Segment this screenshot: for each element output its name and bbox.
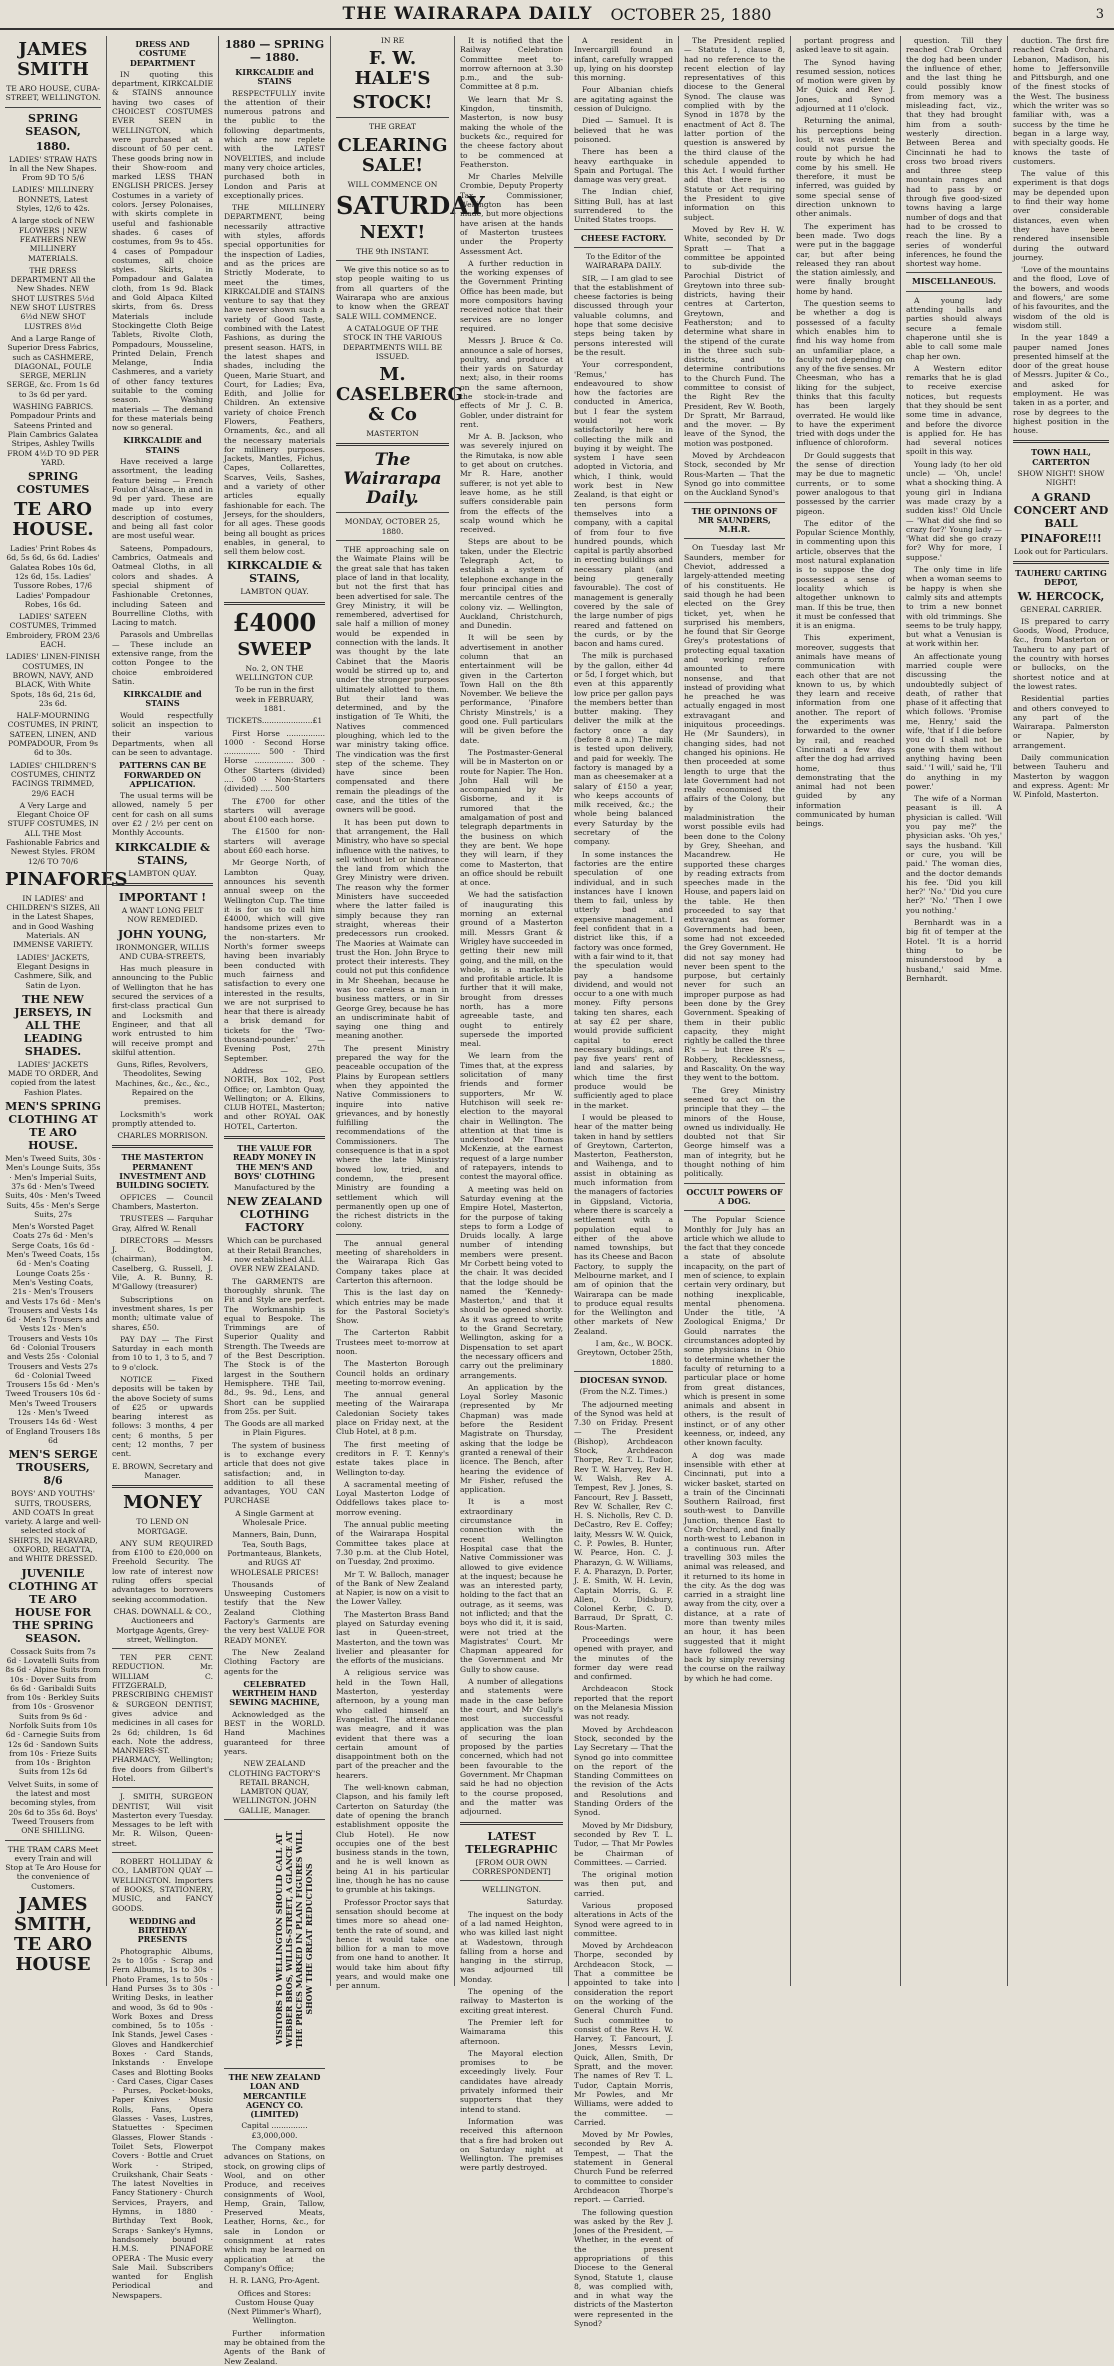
col5-p18: The Premier left for Waimarama this afternoon. (460, 2017, 563, 2046)
grand-concert: A GRAND CONCERT AND BALL (1013, 490, 1109, 530)
ten-per-cent: TEN PER CENT. REDUCTION. Mr. WILLIAM C. FITZGERALD, PRESCRIBING CHEMIST & SURGEON DENTIST, gives advice and medicines in all cases for 2s 6d; children, 1s 6d each. Note the address, MANNERS-ST. PHARMACY, Wellington; five doors from Gilbert's Hotel. (112, 1653, 213, 1783)
nz-clothing: NEW ZEALAND CLOTHING FACTORY (226, 1195, 323, 1235)
col7-p2: Moved by Rev H. W. White, seconded by Dr Spratt — That a committee be appointed to sub-divide the Parochial District of Greytown into three sub-districts, having their centres at Carterton, Greytown, and Featherston; and to determine what share in the stipend of the curate in the three such sub-districts, and to determine contributions to the Church Fund. The committee to consist of the Right Rev the President, Rev W. Booth, Dr Spratt, Mr Barraud, and the mover. — By leave of the Synod, the motion was postponed. (684, 224, 785, 448)
column-6 (568, 36, 678, 2329)
col5-p8: It will be seen by advertisement in another column that an entertainment will be given in the Carterton Town Hall on the 8th November. We believe the performance, 'Pinafore Christy Minstrels,' is a good one. Full particulars will be given before the date. (460, 633, 563, 745)
column-7 (678, 36, 790, 1986)
col4-p16: The well-known cabman, Clapson, and his family left Carterton on Saturday (the date of opening the branch establishment opposite the Club Hotel). He now occupies one of the best business stands in the town, and he is well known as being A1 in his particular line, though he has no cause to grumble at his takings. (336, 1783, 449, 1895)
col4-p10: The first meeting of creditors in F. T. Kenny's estate takes place in Wellington to-day. (336, 1439, 449, 1477)
col4-p7: The Carterton Rabbit Trustees meet to-morrow at noon. (336, 1328, 449, 1356)
merchant-address: TE ARO HOUSE, CUBA-STREET, WELLINGTON. (5, 84, 101, 103)
plain-figures: The Goods are all marked in Plain Figures. (224, 1419, 325, 1438)
col4-p9: The annual general meeting of the Wairarapa Caledonian Society takes place on Friday next, at the Club Hotel, at 8 p.m. (336, 1390, 449, 1437)
col7-p1: The President replied — Statute 1, clause 8, had no reference to the recent election of lay representatives of this diocese to the General Synod. The clause was complied with by the Synod in 1878 by the enactment of Act 8. The latter portion of the question is answered by the third clause of the schedule appended to this Act. I would further add that there is no Statute or Act requiring the President to give information on this subject. (684, 36, 785, 222)
col5-p19: The Mayoral election promises to be exceedingly lively. Four candidates have already privately informed their supporters that they intend to stand. (460, 2048, 563, 2114)
col2-p10: NOTICE — Fixed deposits will be taken by the above Society of sums of £25 or upwards bearing interest as follows: 3 months, 4 per cent; 6 months, 5 per cent; 12 months, 7 per cent. (112, 1375, 213, 1459)
col3-p8: Thousands of Unsweeping Customers testify that the New Zealand Clothing Factory's Garments are the very best VALUE FOR READY MONEY. (224, 1579, 325, 1645)
kirkcaldie-stains: KIRKCALDIE and STAINS (235, 67, 314, 87)
col3-p2: THE MILLINERY DEPARTMENT, being necessarily attractive with styles, affords special opportunities for the inspection of Ladies, and as the prices are Strictly Moderate, to meet the times, KIRKCALDIE and STAINS venture to say that they have never shown such a variety of Good Taste, combined with the Latest Fashions, as during the present season. HATS, in the latest shapes and shades, including the Queen, Marie Stuart, and Court, for Ladies; Eva, Edith, and Jollie for Children. An extensive variety of choice French Flowers, Feathers, Ornaments, &c., and all the necessary materials for millinery purposes. Jackets, Mantles, Fichus, Capes, Collarettes, Scarves, Veils, Sashes, and a variety of other articles equally fashionable for each. The Jerseys, for the shoulders, for all ages. These goods being all bought as prices enables, in general, to sell them below cost. (224, 203, 325, 557)
cheese-factory: CHEESE FACTORY. (580, 232, 667, 243)
col6-p9: In some instances the factories are the entire speculation of one individual, and in such instances have I known them to fail, unless by utterly bad and expensive management. I feel confident that in a district like this, if a factory was once formed, with a fair wind to it, that the speculation would pay a handsome dividend, and would not occur to a one with much money. Fifty persons taking ten shares, each at say £2 per share, would provide sufficient capital to erect necessary buildings, and pay five years' rent of land and salaries, by which time the first produce would be sufficiently aged to place in the market. (574, 849, 673, 1110)
col6-p17: Various proposed alterations in Acts of the Synod were agreed to in committee. (574, 1901, 673, 1938)
col4-p2: THE approaching sale on the Waimate Plains will be the great sale that has taken place of land in that locality, but not the first that has been advertised for sale. The Grey Ministry, it will be remembered, advertised for sale half a million of money would be expended in connection with the lands. It was thought by the late Cabinet that the Maoris would be stirred up to, and under the stronger purposes ultimately allotted to them. But their land was determined, and by the instigation of Te Whiti, the Natives commenced ploughing, which led to the war ministry taking office. The vindication was the first step of the scheme. They have since been compensated and there remain the pleadings of the case, and the titles of the owners will be good. (336, 545, 449, 815)
morrison-sig: CHARLES MORRISON. (117, 1131, 208, 1141)
col6-p15: Moved by Mr Didsbury, seconded by Rev T. L. Tudor, — That Mr Powles be Chairman of Committees. — Carried. (574, 1820, 673, 1867)
important-heading: IMPORTANT ! (118, 890, 207, 904)
col4-p3: It has been put down to that arrangement, the Hall Ministry, who have so special influence with the natives, to sell without let or hindrance the land from which the Grey Ministry were driven. The reason why the former Ministers have succeeded where the latter failed is simply because they ran straight, whereas their predecessors run crooked. The Maories at Waimate can trust the Hon. John Bryce to protect their interests. They could not put this confidence in Mr Sheehan, because he was too careless a man in business matters, or in Sir George Grey, because he has an undiscriminate habit of saying one thing and meaning another. (336, 817, 449, 1041)
col5-p13: An application by the Loyal Sorley Masonic (represented by Mr Chapman) was made before the Resident Magistrate on Thursday, asking that the lodge be granted a renewal of their licence. The Bench, after hearing the evidence of Mr Fisher, refused the application. (460, 1382, 563, 1495)
column-2 (106, 36, 218, 2300)
col6-p8: The milk is purchased by the gallon, either 4d or 5d, I forget which, but even at this apparently low price per gallon pays the members better than butter making. They deliver the milk at the factory once a day (before 8 a.m.) The milk is tested upon delivery, and paid for weekly. The factory is managed by a man as cheesemaker at a salary of £150 a year, who keeps accounts of milk received, &c.; the whole being balanced every Saturday by the secretary of the company. (574, 651, 673, 847)
nz-loan: THE NEW ZEALAND LOAN AND MERCANTILE AGENCY CO. (LIMITED) (228, 2071, 321, 2120)
col10-p5: IS prepared to carry Goods, Wood, Produce, &c., from Masterton or Tauheru to any part of the country with horses or bullocks, on the shortest notice and at the lowest rates. (1013, 616, 1109, 691)
town-hall: TOWN HALL, CARTERTON (1031, 447, 1091, 467)
col4-p13: Mr T. W. Balloch, manager of the Bank of New Zealand at Napier, is now on a visit to the Lower Valley. (336, 1569, 449, 1607)
bock-sig: I am, &c., W. BOCK. Greytown, October 25th, 1880. (577, 1339, 673, 1367)
column-5 (454, 36, 568, 2173)
masterton-society: THE MASTERTON PERMANENT INVESTMENT AND BUILDING SOCIETY. (115, 1152, 210, 1191)
col4-p11: A sacramental meeting of Loyal Masterton Lodge of Oddfellows takes place to-morrow evening. (336, 1479, 449, 1517)
the-great: THE GREAT (368, 122, 417, 132)
col4-p15: A religious service was held in the Town Hall, Masterton, yesterday afternoon, by a young man who called himself an Evangelist. The attendance was meagre, and it was evident that there was a certain amount of disappointment both on the part of the preacher and the hearers. (336, 1668, 449, 1780)
paper-title: THE WAIRARAPA DAILY (342, 4, 593, 24)
col9-p2: A young lady attending balls and parties should always secure a female chaperone until she is able to call some male chap her own. (906, 295, 1002, 361)
mens-clothing: MEN'S SPRING CLOTHING AT TE ARO HOUSE. (5, 1100, 101, 1153)
col9-p6: An affectionate young married couple were discussing the undoubtedly subject of death, of rather that phase of it affecting that which follows. 'Promise me, Henry,' said the wife, 'that if I die before you do I shall not be gone with them without anything having been said.' 'I will,' said he, 'I'll do anything in my power.' (906, 651, 1002, 791)
firm-name: KIRKCALDIE & STAINS, (115, 840, 210, 867)
will-commence: WILL COMMENCE ON (347, 179, 438, 189)
kirkcaldie-addr: LAMBTON QUAY. (240, 587, 309, 597)
merchant-name: JAMES SMITH (17, 39, 89, 80)
pinafores-heading: PINAFORES (5, 868, 128, 890)
col5-p3: Mr Charles Melville Crombie, Deputy Property Tax Commissioner, Wellington has been made, but more objections have arisen at the hands of Masterton trustees under the Property Assessment Act. (460, 172, 563, 256)
jackets-to-order: LADIES' JACKETS MADE TO ORDER, And copied from the latest Fashion Plates. (7, 1059, 99, 1097)
col7-p6: The Popular Science Monthly for July has an article which we allude to the fact that they concede a state of absolute incapacity, on the part of men of science, to explain certain very ordinary, but nothing inexplicable, mental phenomena. Under the title, 'A Zoological Enigma,' Dr Gould narrates the circumstances adopted by some physicians in Ohio to determine whether the faculty of returning to a particular place or home from great distances, which is present in some animals and absent in others, is the result of instinct, or of any other keenness, or, indeed, any other known faculty. (684, 1215, 785, 1448)
saturday-label: Saturday. (526, 1897, 563, 1907)
column-4 (330, 36, 485, 1991)
velvet-suits: Velvet Suits, in some of the latest and most becoming styles, from 20s 6d to 35s 6d. Boys' Tweed Trousers from ONE SHILLING. (8, 1779, 98, 1836)
pinafores-sub: IN LADIES' and CHILDREN'S SIZES, All in the Latest Shapes, and in Good Washing Materials. AN IMMENSE VARIETY. (6, 893, 100, 950)
childrens-costumes: LADIES' CHILDREN'S COSTUMES, CHINTZ FACINGS TRIMMED, 29/6 EACH (9, 760, 97, 798)
col5-p14: It is a most extraordinary circumstance in connection with the recent Wellington Hospital case that the Native Commissioner was allowed to give evidence at the inquest; because he was an interested party, holding to the fact that an outrage, as it seems, was not inflicted; and that the boys who did it, it is said, were not tried at the Magistrates' Court. Mr Chapman appeared for the Government and Mr Gully to show cause. (460, 1497, 563, 1674)
sweep-amount: £4000 (232, 607, 317, 637)
money-heading: MONEY (123, 1492, 202, 1514)
col4-p4: The present Ministry prepared the way for the peaceable occupation of the Plains by European settlers when they appointed the Native Commissioners to inquire into native grievances, and by honestly fulfilling the recommendations of the Commissioners. The consequence is that in a spot where the late Ministry bowed low, tried, and condemn, the present Ministry are founding a settlement which will permanently open up one of the richest districts in the colony. (336, 1043, 449, 1230)
col6-p14: Moved by Archdeacon Stock, seconded by the Lay Secretary — That the Synod go into committee on the report of the Standing Committees on the revision of the Acts and Resolutions and Standing Orders of the Synod. (574, 1724, 673, 1818)
kirkcaldie-head-2: KIRKCALDIE and STAINS (123, 689, 202, 709)
wertheim: CELEBRATED WERTHEIM HAND SEWING MACHINE, (229, 1678, 320, 1708)
col4-p5: The annual general meeting of shareholders in the Wairarapa Rich Gas Company takes place at Carterton this afternoon. (336, 1238, 449, 1285)
col2-p9: PAY DAY — The First Saturday in each month from 10 to 1, 3 to 5, and 7 to 9 o'clock. (112, 1334, 213, 1372)
spring-year: 1880. (35, 139, 71, 153)
ninth-instant: THE 9th INSTANT. (356, 246, 429, 256)
millinery-bonnets: LADIES' MILLINERY BONNETS, Latest Styles, 12/6 to 42s. (12, 185, 94, 214)
col9-p8: Bernhardt was in a big fit of temper at the Hotel. 'It is a horrid thing to be misunderstood by a husband,' said Mme. Bernhardt. (906, 918, 1002, 983)
dress-dept-head: DRESS AND COSTUME DEPARTMENT (129, 39, 196, 68)
money-sum: ANY SUM REQUIRED from £100 to £20,000 on Freehold Security. The low rate of interest now ruling offers special advantages to borrowers seeking accommodation. (112, 1538, 213, 1604)
directors: DIRECTORS — Messrs J. C. Boddington, (chairman), M. Caselberg, G. Russell, J. Vile, A. R. Bunny, R. M'Gallowy (treasurer) (112, 1235, 213, 1292)
next: NEXT! (359, 221, 426, 243)
half-mourning: HALF-MOURNING COSTUMES, IN PRINT, SATEEN, LINEN, AND POMPADOUR, From 9s 6d to 30s. (7, 711, 99, 758)
new-jerseys: THE NEW JERSEYS, IN ALL THE LEADING SHADES. (14, 992, 92, 1058)
column-1 (0, 36, 128, 1986)
downall: CHAS. DOWNALL & CO., Auctioneers and Mortgage Agents, Grey-street, Wellington. (113, 1606, 212, 1644)
further-info: Further information may be obtained from the Agents of the Bank of New Zealand. (224, 2328, 325, 2366)
col7-p4: On Tuesday last Mr Saunders, member for Cheviot, addressed a largely-attended meeting of his constituents. He said though he had been elected on the Grey ticket, yet, when he surprised his members, he found that Sir George Grey's protestations of protecting equal taxation and working reform amounted to mere nonsense, and that instead of providing what he preached he was actually engaged in most extravagant and iniquitous proceedings. He (Mr Saunders), in changing sides, had not changed his opinions. He then proceeded at some length to urge that the late Government had not really economised the affairs of the Colony, but by their maladministration the worst possible evils had been done to the Colony by Grey, Sheehan, and Macandrew. He supported these charges by reading extracts from speeches made in the House, and papers laid on the table. He then proceeded to say that extravagant as former Governments had been, some had not exceeded the Grey Government. He did not say money had never been spent to the purpose, but certainly never for such an improper purpose as had been done by the Grey Government. Speaking of them in their public capacity, they might rightly be called the three R's — but three R's — Robbery, Recklessness, and Rascality. On the way they went to the bottom. (684, 543, 785, 1083)
features: The GARMENTS are thoroughly shrunk. The Fit and Style are perfect. The Workmanship is equal to Bespoke. The Trimmings are of Superior Quality and Strength. The Tweeds are of the Best Description. The Stock is of the largest in the Southern Hemisphere. THE Tail, 8d., 9s. 9d., Lens, and Short can be supplied from 25s. per Suit. (224, 1276, 325, 1416)
col3-p6: Address — GEO. NORTH, Box 102, Post Office; or, Lambton Quay, Wellington; or A. Elkins, CLUB HOTEL, Masterton; and other ROYAL OAK HOTEL, Carterton. (224, 1065, 325, 1131)
col8-p1: portant progress and asked leave to sit again. (796, 36, 895, 55)
john-young-trade: IRONMONGER, WILLIS AND CUBA-STREETS, (115, 942, 210, 961)
to-editor: To the Editor of the WAIRARAPA DAILY. (585, 251, 662, 271)
kirkcaldie-head: KIRKCALDIE and STAINS (123, 435, 202, 455)
tram-cars: THE TRAM CARS Meet every Train and will Stop at Te Aro House for the convenience of Customers. (5, 1844, 101, 1891)
paper-date: OCTOBER 25, 1880 (610, 4, 772, 24)
lustres: And a Large Range of Superior Dress Fabrics, such as CASHMERE, DIAGONAL, FOULE SERGE, MERLIN SERGE, &c. From 1s 6d to 3s 6d per yard. (6, 333, 100, 399)
john-young: JOHN YOUNG, (118, 927, 207, 941)
col2-p8: Subscriptions on investment shares, 1s per month; ultimate value of shares, £50. (112, 1294, 213, 1332)
col7-p3: Moved by Archdeacon Stock, seconded by Mr Rous-Marten — That the Synod go into committee on the Auckland Synod's (684, 451, 785, 498)
col9-p4: Young lady (to her old uncle) — 'Oh, uncle! what a shocking thing. A young girl in Indiana was made crazy by a sudden kiss!' Old Uncle — 'What did she find so crazy for?' Young lady — 'What did she go crazy for? Why for more, I suppose.' (906, 459, 1002, 562)
smith-dentist: J. SMITH, SURGEON DENTIST, Will visit Masterton every Tuesday. Messages to be left with Mr. R. Wilson, Queen-street. (112, 1792, 213, 1848)
stuff-costumes: A Very Large and Elegant Choice OF STUFF COSTUMES, IN ALL THE Most Fashionable Fabrics and Newest Styles. FROM 12/6 TO 70/6 (6, 800, 100, 866)
col8-p2: The Synod having resumed session, notices of motion were given by Mr Quick and Rev J. Jones, and Synod adjourned at 11 o'clock. (796, 57, 895, 114)
telegraphic-heading: LATEST TELEGRAPHIC (465, 1829, 558, 1856)
holliday: ROBERT HOLLIDAY & CO., LAMBTON QUAY — WELLINGTON. Importers of BOOKS, STATIONERY, MUSIC, and FANCY GOODS. (112, 1857, 213, 1913)
col6-p20: The following question was asked by the Rev J. Jones of the President, — Whether, in the event of the present appropriations of this Diocese to the General Synod, Statute 1, clause 8, was complied with, and in what way the districts of the Masterton were represented in the Synod? (574, 2207, 673, 2329)
col5-p15: A number of allegations and statements were made in the case before the court, and Mr Gully's most successful application was the plan of securing the loan proposed by the parties concerned, which had not been favourable to the Government. Mr Chapman said he had no objection to the course proposed, and the matter was adjourned. (460, 1677, 563, 1817)
occult-powers: OCCULT POWERS OF A DOG. (686, 1186, 783, 1206)
lang: H. R. LANG, Pro-Agent. (229, 2276, 320, 2286)
juvenile-clothing: JUVENILE CLOTHING AT TE ARO HOUSE FOR THE SPRING SEASON. (8, 1566, 98, 1645)
page-number: 3 (1095, 6, 1104, 22)
col6-p6: SIR, — I am glad to see that the establishment of cheese factories is being discussed through your valuable columns, and hope that some decisive steps being taken by persons interested will be the result. (574, 273, 673, 357)
linen-costumes: LADIES' LINEN-FINISH COSTUMES, IN BROWN, NAVY, AND BLACK, With White Spots, 18s 6d, 21s 6d, 23s 6d. (5, 652, 101, 708)
masterton-label: MASTERTON (366, 429, 419, 439)
show-night: SHOW NIGHT! SHOW NIGHT! (1017, 469, 1105, 488)
col6-p11: The adjourned meeting of the Synod was held at 7.30 on Friday. Present — The President (Bishop), Archdeacon Stock, Archdeacon Thorpe, Rev T. L. Tudor, Rev T. W. Harvey, Rev H. W. Walsh, Rev A. Tempest, Rev J. Jones, S. Fancourt, Rev J. Bassett, Rev W. Schaller, Rev C. H. S. Nicholls, Rev C. D. DeCastro, Rev E. Coffey; laity, Messrs W. W. Quick, C. P. Powles, B. Hunter, W. Pearce, Hon. C. J. Pharazyn, G. W. Williams, F. A. Pharazyn, D. Porter, J. E. Smith, W. H. Levin, Captain Morris, G. F. Allen, O. Didsbury, Colonel Kerbr, C. D. Barraud, Dr Spratt, C. Rous-Marten. (574, 1399, 673, 1632)
col5-p17: The opening of the railway to Masterton is exciting great interest. (460, 1987, 563, 2015)
col4-p1: We give this notice so as to stop people waiting to us from all quarters of the Wairarapa who are anxious to know when the GREAT SALE WILL COMMENCE. (336, 265, 449, 321)
col8-p5: The question seems to be whether a dog is possessed of a faculty which enables him to find his way home from an unfamiliar place, a faculty not depending on any of the five senses. Mr Cheesman, who has a liking for the subject, thinks that this faculty has been largely overrated. He would like to have the experiment tried with dogs under the influence of chloroform. (796, 299, 895, 448)
col5-p10: We had the satisfaction of inaugurating this morning an external ground of a Masterton mill. Messrs Grant & Wrigley have succeeded in getting their new mill going, and the mill, on the whole, is a marketable and profitable article. It is further that it will make, brought from dresses north, has a more agreeable taste, and ought to entirely supersede the imported meal. (460, 890, 563, 1049)
col6-p1: A resident in Invercargill found an infant, carefully wrapped up, lying on his doorstep this morning. (574, 36, 673, 83)
saunders-opinions: THE OPINIONS OF MR SAUNDERS, M.H.R. (691, 505, 778, 535)
column-9 (900, 36, 1007, 1986)
telegraphic-sub: [FROM OUR OWN CORRESPONDENT] (472, 1857, 551, 1876)
patterns-head: PATTERNS CAN BE FORWARDED ON APPLICATION. (119, 760, 206, 789)
col3-p5: Mr George North, of Lambton Quay, announces his seventh annual sweep on the Wellington Cup. The time it is for us to call him £4000, which will give handsome prizes even to the non-starters. Mr North's former sweeps having been invariably been conducted with much fairness and satisfaction to every one interested in the results, we are not surprised to hear that there is already a brisk demand for tickets for the 'Two-thousand-pounder.' — Evening Post, 27th September. (224, 858, 325, 1063)
col3-p10: Acknowledged as the BEST in the WORLD. Hand Machines guaranteed for three years. (224, 1709, 325, 1756)
firm-address: LAMBTON QUAY. (128, 868, 197, 878)
general-carrier: GENERAL CARRIER. (1020, 604, 1102, 614)
masthead (0, 0, 1114, 30)
col6-p13: Archdeacon Stock reported that the report on the Melanesia Mission was not ready. (574, 1684, 673, 1722)
col5-p12: A meeting was held on Saturday evening at the Empire Hotel, Masterton, for the purpose of taking steps to form a Lodge of Druids locally. A large number of intending members were present. Mr Corbett being voted to the chair. It was decided that the lodge should be named the 'Kennedy-Masterton,' and that it should be opened shortly. As it was agreed to write to the Grand Secretary, Wellington, asking for a Dispensation to set apart the necessary officers and carry out the preliminary arrangements. (460, 1184, 563, 1380)
col6-p2: Four Albanian chiefs are agitating against the cession of Dulcigno. (574, 85, 673, 114)
saturday: SATURDAY (336, 190, 485, 220)
retail-branch: NEW ZEALAND CLOTHING FACTORY'S RETAIL BRANCH, LAMBTON QUAY, WELLINGTON. JOHN GALLIE, Manager. (228, 1759, 321, 1815)
value-heading: THE VALUE FOR READY MONEY IN THE MEN'S AND BOYS' CLOTHING (232, 1142, 317, 1181)
col5-p5: Messrs J. Bruce & Co. announce a sale of horses, poultry, and produce at their yards on Saturday next; also, in their rooms on the same afternoon, the stock-in-trade and effects of Mr J. C. B. Gobler, under distraint for rent. (460, 336, 563, 429)
col3-p11: The Company makes advances on Stations, on stock, on growing clips of Wool, and on other Produce, and receives consignments of Wool, Hemp, Grain, Tallow, Preserved Meats, Leather, Horns, &c., for sale in London or consignment at rates which may be learned on application at the Company's Office; (224, 2143, 325, 2273)
serge-trousers: MEN'S SERGE TROUSERS, 8/6 (8, 1448, 98, 1488)
brown-sig: E. BROWN, Secretary and Manager. (112, 1461, 213, 1480)
col2-p4: Parasols and Umbrellas — These include an extensive range, from the cotton Pongee to the choice embroidered Satin. (112, 630, 213, 686)
col5-p2: We learn that Mr S. Kingdon, tinsmith, Masterton, is now busy making the whole of the buckets &c., required for the cheese factory about to be commenced at Featherston. (460, 94, 563, 169)
hales-name: F. W. HALE'S (354, 48, 431, 90)
column-8 (790, 36, 900, 1986)
col2-p3: Sateens, Pompadours, Cambrics, Oatmeals and Oatmeal Cloths, in all colors and shades. A special shipment of Fashionable Cretonnes, including Sateen and Bourrelline Cloths, with Lacing to match. (112, 543, 213, 628)
col5-p11: We learn from the Times that, at the express solicitation of many friends and former supporters, Mr W. Hutchison will seek re-election to the mayoral chair in Wellington. The attention at that time is understood Mr Thomas McKenzie, at the earnest request of a large number of ratepayers, intends to contest the mayoral office. (460, 1051, 563, 1182)
col9-p3: A Western editor remarks that he is glad to receive exercise notices, but requests that they should be sent some time in advance, and before the divorce is applied for. He has had several notices spoilt in this way. (906, 363, 1002, 457)
editorial-date: MONDAY, OCTOBER 25, 1880. (344, 517, 441, 536)
col6-p16: The original motion was then put, and carried. (574, 1870, 673, 1898)
webber-vertical-ad (224, 1824, 325, 2064)
locksmith: Locksmith's work promptly attended to. (112, 1109, 213, 1128)
kirkcaldie-footer: KIRKCALDIE & STAINS, (227, 559, 322, 586)
col3-p7: The system of business is to exchange every article that does not give satisfaction; and, in addition to all these advantages, YOU CAN PURCHASE (224, 1440, 325, 1506)
want-remedied: A WANT LONG FELT NOW REMEDIED. (121, 905, 204, 925)
col5-p1: It is notified that the Railway Celebration Committee meet to-morrow afternoon at 3.30 p.m., and the sub-Committee at 8 p.m. (460, 36, 563, 92)
col6-p5: The Indian chief, Sitting Bull, has at last surrendered to the United States troops. (574, 187, 673, 225)
col3-p4: The £1500 for non-starters will average about £60 each horse. (224, 827, 325, 856)
col5-p7: Steps are about to be taken, under the Electric Telegraph Act, to establish a system of telephone exchange in the four principal cities and mercantile centres of the colony viz. — Wellington, Auckland, Christchurch, and Dunedin. (460, 537, 563, 631)
col4-p6: This is the last day on which entries may be made for the Pastoral Society's Show. (336, 1288, 449, 1326)
guns-list: Guns, Rifles, Revolvers, Theodolites, Sewing Machines, &c., &c., &c., Repaired on the premises. (115, 1060, 210, 1107)
tickets: TICKETS.....................£1 (226, 716, 323, 726)
spring-banner: 1880 — SPRING — 1880. (224, 38, 325, 64)
col6-p10: I would be pleased to hear of the matter being taken in hand by settlers of Greytown, Carterton, Masterton, Featherston, and Waihenga, and to assist in obtaining as much information from the managers of factories in Gippsland, Victoria, where there is scarcely a settlement with a population equal to either of the above named townships, but has its Cheese and Bacon Factory, to supply the Melbourne market, and I am of opinion that the Wairarapa can be made to produce equal results for the Wellington and other markets of New Zealand. (574, 1112, 673, 1336)
col7-p7: A dog was made insensible with ether at Cincinnati, put into a wicker basket, started on a train of the Cincinnati Southern Railroad, first south-west to Danville Junction, thence East to Crab Orchard, and finally north-west to Lebanon in a continuous run. After travelling 303 miles the animal was released, and it returned to its home in the city. As the dog was carried in a straight line away from the city, over a distance, at a rate of more than twenty miles an hour, it has been suggested that it might have followed the way back by simply reversing the course on the railway by which he had come. (684, 1450, 785, 1683)
col8-p6: Dr Gould suggests that the sense of direction may be due to magnetic currents, or to some power analogous to that possessed by the carrier pigeon. (796, 450, 895, 516)
caselberg: M. CASELBERG & Co (336, 364, 463, 426)
capital: Capital ............... £3,000,000. (241, 2121, 308, 2140)
stock-heading: STOCK! (352, 92, 433, 114)
col9-p7: The wife of a Norman peasant is ill. A physician is called. 'Will you pay me?' the physician asks. 'Oh yes,' says the husband. 'Kill or cure, you will be paid.' The woman dies, and the doctor demands his fee. 'Did you kill her?' 'No.' 'Did you cure her?' 'No.' 'Then I owe you nothing.' (906, 794, 1002, 915)
col3-p9: The New Zealand Clothing Factory are agents for the (224, 1647, 325, 1676)
col3-p3: The £700 for other starters will average about £100 each horse. (224, 796, 325, 825)
pinafore-heading: PINAFORE!!! (1020, 531, 1102, 545)
sateen-costumes: LADIES' SATEEN COSTUMES, Trimmed Embroidery, FROM 23/6 EACH. (6, 612, 100, 650)
boys-suits: BOYS' AND YOUTHS' SUITS, TROUSERS, AND COATS In great variety. A large and well-selected stock of SHIRTS, IN HARVARD, OXFORD, REGATTA, and WHITE DRESSED. (5, 1489, 101, 1564)
col10-p6: Residential parties and others conveyed to any part of the Wairarapa. Palmerston or Napier, by arrangement. (1013, 694, 1109, 750)
rugs: Manners, Bain, Dunn, Tea, South Bags, Portmanteaus, Blankets, and RUGS AT WHOLESALE PRICES! (227, 1530, 322, 1577)
trustees: TRUSTEES — Farquhar Gray, Alfred W. Renall (112, 1214, 213, 1233)
column-10 (1007, 36, 1114, 1986)
col6-p18: Moved by Archdeacon Thorpe, seconded by Archdeacon Stock, — That a committee be appointed to take into consideration the report on the working of the General Church Fund. Such committee to consist of the Revs H. W. Harvey, T. Fancourt, J. Jones, Messrs Levin, Quick, Allen, Smith, Dr Spratt, and the mover. The names of Rev T. L. Tudor, Captain Morris, Mr Powles, and Mr Williams, were added to the committee. — Carried. (574, 1941, 673, 2127)
col2-p2: Have received a large assortment, the leading feature being — French Foulon d'Alsace, in and in 9d per yard. These are made up into every description of costumes, and being all fast color are most useful wear. (112, 457, 213, 541)
col10-p7: Daily communication between Tauheru and Masterton by waggon and express. Agent: Mr W. Pinfold, Masterton. (1013, 753, 1109, 800)
col8-p7: The editor of the Popular Science Monthly, in commenting upon this article, observes that the most natural explanation is to suppose the dog possessed a sense of locality which is altogether unknown to man. If this be true, then it must be confessed that it is an enigma. (796, 518, 895, 631)
col2-p6: The usual terms will be allowed, namely 5 per cent for cash on all sums over £2 / 2½ per cent on Monthly Accounts. (112, 791, 213, 838)
flowers: A large stock of NEW FLOWERS | NEW FEATHERS NEW MILLINERY MATERIALS. (11, 216, 95, 263)
col6-p3: Died — Samuel. It is believed that he was poisoned. (574, 116, 673, 144)
col2-p5: Would respectfully solicit an inspection to their various Departments, when all can be seen to advantage. (112, 710, 213, 757)
col6-p4: There has been a heavy earthquake in Spain and Portugal. The damage was very great. (574, 147, 673, 185)
col6-p12: Proceedings were opened with prayer, and the minutes of the former day were read and confirmed. (574, 1634, 673, 1682)
mens-suits: Men's Tweed Suits, 30s · Men's Lounge Suits, 35s · Men's Imperial Suits, 37s 6d · Men's Tweed Suits, 40s · Men's Tweed Suits, 45s · Men's Serge Suits, 27s (5, 1154, 101, 1219)
run-date: To be run in the first week in FEBRUARY, 1881. (234, 685, 315, 713)
col9-p1: question. Till they reached Crab Orchard the dog had been under the influence of ether, and the last thing he could possibly know from memory was a misleading fact, viz., that they had brought him from a south-westerly direction. Between Berea and Cincinnati he had to cross two broad rivers and three steep mountain ranges and had to pass by or through five good-sized towns having a large number of dogs and that had to be crossed to reach the line. By a series of wonderful inferences, he found the shortest way home. (906, 36, 1002, 269)
mens-coats: Men's Worsted Paget Coats 27s 6d · Men's Serge Coats, 16s 6d · Men's Tweed Coats, 15s 6d · Men's Coating Lounge Coats 25s · Men's Vesting Coats, 21s · Men's Trousers and Vests 17s 6d · Men's Trousers and Vests 14s 6d · Men's Trousers and Vests 12s · Men's Trousers and Vests 10s 6d · Colonial Trousers and Vests 25s · Colonial Trousers and Vests 27s 6d · Colonial Tweed Trousers 15s 6d · Men's Tweed Trousers 10s 6d · Men's Tweed Trousers 12s · Men's Tweed Trousers 14s 6d · West of England Trousers 18s 6d (5, 1222, 101, 1445)
col9-p5: The only time in life when a woman seems to be happy is when she calmly sits and attempts to trim a new bonnet with old trimmings. She seems to be truly happy, but what a Venusian is at work within her. (906, 565, 1002, 649)
diocesan-synod: DIOCESAN SYNOD. (579, 1374, 668, 1385)
col8-p4: The experiment has been made. Two dogs were put in the baggage car, but after being released they ran about the station aimlessly, and were finally brought home by hand. (796, 221, 895, 296)
look-out: Look out for Particulars. (1013, 546, 1108, 556)
straw-hats: LADIES' STRAW HATS In all the New Shapes. From 9D TO 5/6 (8, 154, 98, 183)
col6-p7: Your correspondent, 'Remus,' has endeavoured to show how the factories are conducted in America, but I fear the system would not work satisfactorily here in collecting the milk and buying it by weight. The system I have seen adopted in Victoria, and which, I think, would work best in New Zealand, is that eight or ten persons form themselves into a company, with a capital of from four to five hundred pounds, which capital is partly absorbed in erecting buildings and necessary plant (and being generally favourable). The cost of management is generally covered by the sale of the large number of pigs reared and fattened on the curds, or by the bacon and hams cured. (574, 360, 673, 649)
wedding-presents: WEDDING and BIRTHDAY PRESENTS (129, 1915, 196, 1945)
col2-p7: Has much pleasure in announcing to the Public of Wellington that he has secured the services of a first-class practical Gun and Locksmith and Engineer, and that all work entrusted to him will receive prompt and skilful attention. (112, 964, 213, 1057)
present-list: Photographic Albums, 2s to 105s · Scrap and Fern Albums, 1s to 30s · Photo Frames, 1s to 50s · Hand Purses 3s to 30s · Writing Desks, in leather and wood, 3s 6d to 90s · Work Boxes and Dress combined, 5s to 105s · Ink Stands, Jewel Cases · Gloves and Handkerchief Boxes · Card Stands, Inkstands · Envelope Cases and Blotting Books · Card Cases, Cigar Cases · Purses, Pocket-books, Paper Knives · Music Rolls, Fans, Opera Glasses · Vases, Lustres, Statuettes · Specimen Glasses, Flower Stands · Toilet Sets, Flowerpot Covers · Bottle and Cruet Work · Striped, Cruikshank, Chair Seats · The latest Novelties in Fancy Stationery · Church Services, Prayers, and Hymns, in 1880 · Birthday Text Book, Scraps · Sankey's Hymns, handsomely bound · H.M.S. PINAFORE OPERA · The Music every Sale Mail. Subscribers wanted for English Periodical and Newspapers. (112, 1946, 213, 2300)
spring-costumes: SPRING COSTUMES (16, 470, 90, 497)
te-aro-heading: TE ARO HOUSE. (12, 499, 94, 541)
miscellaneous: MISCELLANEOUS. (912, 276, 996, 287)
offices: OFFICES — Council Chambers, Masterton. (112, 1192, 213, 1211)
wellington-cup: No. 2, ON THE WELLINGTON CUP. (235, 663, 314, 683)
robes: Ladies' Print Robes 4s 6d, 5s 6d, 6s 6d. Ladies' Galatea Robes 10s 6d, 12s 6d, 15s. Ladies' Tussore Robes, 17/6 Ladies' Pompadour Robes, 16s 6d. (6, 544, 100, 609)
col4-p8: The Masterton Borough Council holds an ordinary meeting to-morrow evening. (336, 1359, 449, 1387)
col7-p5: The Grey Ministry seemed to act on the principle that they — the minors of the House, owned us individually. He doubted not that Sir George himself was a man of integrity, but he thought nothing of him politically. (684, 1085, 785, 1179)
col5-p6: Mr A. B. Jackson, who was severely injured on the Rimutaka, is now able to get about on crutches. Mr R. Hare, another sufferer, is not yet able to leave home, as he still suffers considerable pain from the effects of the scalp wound which he received. (460, 432, 563, 535)
juvenile-list: Cossack Suits from 7s 6d · Lovatelli Suits from 8s 6d · Alpine Suits from 10s · Dover Suits from 6s 6d · Garibaldi Suits from 10s · Berkley Suits from 10s · Grosvenor Suits from 9s 6d · Norfolk Suits from 10s 6d · Carnegie Suits from 12s 6d · Sandown Suits from 10s · Frieze Suits from 10s · Brighton Suits from 12s 6d (5, 1646, 101, 1777)
col3-p1: RESPECTFULLY invite the attention of their numerous patrons and the public to the following departments, which are now replete with the LATEST NOVELTIES, and include many very choice articles, purchased both in London and Paris at exceptionally prices. (224, 88, 325, 200)
col8-p3: Returning the animal, his perceptions being lost, it was evident he could not pursue the route by which he had come by his smell. He therefore, it must be inferred, was guided by some special sense of direction unknown to other animals. (796, 116, 895, 219)
clearing-sale: CLEARING SALE! (337, 134, 448, 176)
col5-p4: A further reduction in the working expenses of the Government Printing Office has been made, but more compositors having received notice that their services are no longer required. (460, 258, 563, 333)
in-re: IN RE (380, 36, 405, 45)
col4-p14: The Masterton Brass Band played on Saturday evening last in Queen-street, Masterton, and the town was livelier and pleasanter for the efforts of the musicians. (336, 1609, 449, 1666)
manufactured-by: Manufactured by the (233, 1183, 316, 1193)
wholesale: A Single Garment at Wholesale Price. (235, 1508, 314, 1528)
footer-name: JAMES SMITH, TE ARO HOUSE (13, 1894, 92, 1976)
col10-p4: In the year 1849 a pauper named Jones presented himself at the door of the great house of Messrs. Jupiter & Co., and asked for employment. He was taken in as a porter, and rose by degrees to the highest position in the house. (1013, 333, 1109, 436)
col5-p16: The inquest on the body of a lad named Heighton, who was killed last night at Wadestown, through falling from a horse and hanging in the stirrup, was adjourned till Monday. (460, 1909, 563, 1984)
webber-text: VISITORS TO WELLINGTON SHOULD CALL AT WEBBER BROS, WILLIS-STREET, A GLANCE AT THE PRICES MARKED IN PLAIN FIGURES WILL SHOW THE GREAT REDUCTIONS (274, 1829, 314, 2049)
col4-p12: The annual public meeting of the Wairarapa Hospital Committee takes place at 7.30 p.m. at the Club Hotel, on Tuesday, 2nd proximo. (336, 1520, 449, 1567)
money-sub: TO LEND ON MORTGAGE. (136, 1517, 189, 1536)
sweep-title: SWEEP (237, 638, 312, 660)
prize-list: First Horse ................ 1000 · Second Horse ............... 500 · Third Horse ................ 300 · Other Starters (divided) .... 500 · Non-Starters (divided) ..... 500 (224, 728, 325, 794)
col5-p9: The Postmaster-General will be in Masterton on or route for Napier. The Hon. John Hall will be accompanied by Mr Gisborne, and it is rumored that the amalgamation of post and telegraph departments in the business on which they are bent. We hope they will learn, if they come to Masterton, that an office should be rebuilt at once. (460, 747, 563, 888)
wellington-heading: WELLINGTON. (481, 1885, 541, 1895)
spring-season: SPRING SEASON, (25, 111, 81, 138)
col2-p1: IN quoting this department, KIRKCALDIE & STAINS announce having two cases of CHOICEST COSTUMES EVER SEEN in WELLINGTON, which were purchased at a discount of 50 per cent. These goods bring now in their Show-room and marked LESS THAN ENGLISH PRICES. Jersey Costumes in a variety of colors. Jersey Polonaises, with skirts complete in useful and fashionable shades. 6 cases of costumes, from 9s to 45s. 4 cases of Pompadour costumes, all choice styles. Skirts, in Pompadour and Galatea cloth, from 1s 9d. Black and Gold Alpaca Kilted skirts, from 6s. Dress Materials include Stockingette Cloth Beige Tablets, Rivolte Cloth, Pompadours, Mousseline, Printed Delain, French Melange, India Cashmeres, and a variety of other fancy textures suitable to the coming season. Washing materials — The demand for these materials being now so general. (112, 69, 213, 433)
ladies-jackets: LADIES' JACKETS, Elegant Designs in Cashmere, Silk, and Satin de Lyon. (14, 952, 92, 990)
synod-source: (From the N.Z. Times.) (579, 1387, 668, 1397)
dress-dept: THE DRESS DEPARTMENT All the New Shades. NEW SHOT LUSTRES 5½d NEW SHOT LUSTRES 6½d NEW SHOT LUSTRES 8½d (10, 265, 96, 331)
nz-sub: Which can be purchased at their Retail Branches, now established ALL OVER NEW ZEALAND. (227, 1236, 322, 1274)
catalogue: A CATALOGUE OF THE STOCK IN THE VARIOUS DEPARTMENTS WILL BE ISSUED. (342, 323, 443, 361)
column-3 (218, 36, 330, 2366)
col10-p1: duction. The first fire reached Crab Orchard, Lebanon, Madison, his home to Jeffersonville and Pittsburgh, and one of the finest stocks of the West. The business which the writer was so familiar with, was a success by the time he began in a large way, with specialty goods. He knows the taste of customers. (1013, 36, 1109, 166)
col5-p20: Information was received this afternoon that a fire had broken out on Saturday night at Wellington. The premises were partly destroyed. (460, 2116, 563, 2173)
loan-offices: Offices and Stores: Custom House Quay (Next Plimmer's Wharf), Wellington. (227, 2288, 322, 2326)
col8-p8: This experiment, moreover, suggests that animals have means of communication with each other that are not known to us, by which they learn and receive information from one another. The report of the experiments was forwarded to the owner by rail, and reached Cincinnati a few days after the dog had arrived home, thus demonstrating that the animal had not been guided by any information communicated by human beings. (796, 633, 895, 829)
col10-p2: The value of this experiment is that dogs may be depended upon to find their way home over considerable distances, even when they have been rendered insensible during the outward journey. (1013, 169, 1109, 262)
tauheru-depot: TAUHERU CARTING DEPOT, (1015, 567, 1107, 588)
hercock: W. HERCOCK, (1017, 589, 1105, 603)
col6-p19: Moved by Mr Powles, seconded by Rev A. Tempest, — That the statement in General Church Fund be referred to committee to consider Archdeacon Thorpe's report. — Carried. (574, 2130, 673, 2205)
washing-fabrics: WASHING FABRICS. Pompadour Prints and Sateens Printed and Plain Cambrics Galatea Stripes, Ashley Twills FROM 4½D TO 9D PER YARD. (7, 402, 99, 467)
journal-title: The Wairarapa Daily. (343, 450, 442, 509)
col4-p17: Professor Proctor says that sensation should become at times more so ahead one-tenth the rate of sound, and hence it would take one billion for a man to move from one hand to another. It would take him about fifty years, and would make one per annum. (336, 1897, 449, 1991)
col10-p3: 'Love of the mountains and the flood, Love of the bowers, and woods and flowers,' are some of his favourites, and the wisdom of the old is wisdom still. (1013, 265, 1109, 330)
